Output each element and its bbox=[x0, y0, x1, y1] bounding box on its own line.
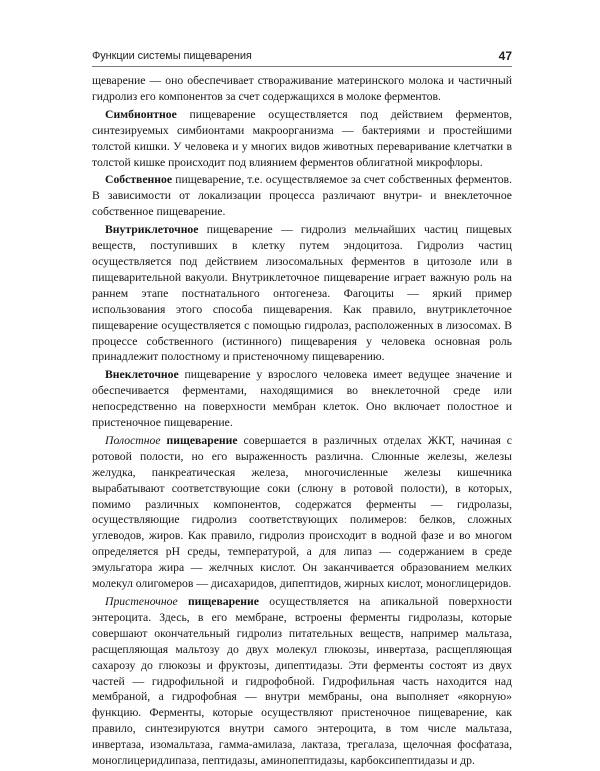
paragraph-parietal-digestion bbox=[92, 594, 512, 769]
page-body bbox=[92, 73, 512, 771]
term-parietal: Пристеночное bbox=[105, 595, 178, 608]
paragraph-continuation bbox=[92, 73, 512, 105]
term-cavity: Полостное bbox=[105, 433, 161, 447]
term-symbiont: Симбионтное bbox=[105, 107, 177, 121]
term-intracellular: Внутриклеточное bbox=[105, 223, 199, 237]
paragraph-text: осуществляется на апикальной поверхности энтероцита. Здесь, в его мембране, встроены ферменты гидролазы, которые совершают окончательный гидролиз питательных веществ, например мальтаза, расщепляющая мальтозу до двух молекул глюкозы, инвертаза, расщепляющая сахарозу до глюкозы и фруктозы, дипептидазы. Эти ферменты состоят из двух частей — гидрофильной и гидрофобной. Гидрофильная часть находится над мембраной, а гидрофобная — внутри мембраны, она выполняет «якорную» функцию. Ферменты, которые осуществляют пристеночное пищеварение, как правило, синтезируются внутри самого энтероцита, в том числе мальтаза, инвертаза, изомальтаза, гамма-амилаза, лактаза, трегалаза, щелочная фосфатаза, моноглицеридлипаза, пептидазы, аминопептидазы, карбоксипептидазы и др. bbox=[92, 595, 512, 768]
page-number: 47 bbox=[498, 49, 512, 63]
paragraph-text: пищеварение — гидролиз мельчайших частиц пищевых веществ, поступивших в клетку путем эндоцитоза. Гидролиз частиц осуществляется под действием лизосомальных ферментов в цитозоле или в пищеварительной вакуоли. Внутриклеточное пищеварение играет важную роль на раннем этапе постнатального онтогенеза. Фагоциты — яркий пример использования этого способа пищеварения. Как правило, внутриклеточное пищеварение осуществляется с помощью гидролаз, расположенных в лизосомах. В процессе собственного (истинного) пищеварения у человека основная роль принадлежит полостному и пристеночному пищеварению. bbox=[92, 223, 512, 364]
term-extracellular: Внеклеточное bbox=[105, 368, 179, 382]
paragraph-text: пищеварение осуществляется под действием ферментов, синтезируемых симбионтами макроорганизма — бактериями и простейшими толстой кишки. У человека и у многих видов животных переваривание клетчатки в толстой кишке происходит под влиянием ферментов облигатной микрофлоры. bbox=[92, 107, 512, 169]
paragraph-extracellular-digestion bbox=[92, 367, 512, 431]
paragraph-cavity-digestion bbox=[92, 433, 512, 592]
paragraph-own-digestion bbox=[92, 172, 512, 220]
paragraph-text: щеварение — оно обеспечивает створаживание материнского молока и частичный гидролиз его компонентов за счет содержащихся в молоке ферментов. bbox=[92, 74, 512, 103]
paragraph-symbiont-digestion bbox=[92, 107, 512, 171]
paragraph-intracellular-digestion bbox=[92, 222, 512, 365]
running-head bbox=[92, 50, 512, 66]
paragraph-text: пищеварение у взрослого человека имеет ведущее значение и обеспечивается ферментами, находящимися во внеклеточной среде или непосредственно на поверхности мембран клеток. Оно включает полостное и пристеночное пищеварение. bbox=[92, 368, 512, 430]
term-own: Собственное bbox=[105, 173, 173, 187]
term-cavity-digestion: пищеварение bbox=[160, 433, 238, 447]
running-title: Функции системы пищеварения bbox=[92, 50, 252, 62]
paragraph-text: совершается в различных отделах ЖКТ, начиная с ротовой полости, но его выраженность различна. Слюнные железы, железы желудка, панкреатическая железа, многочисленные железы кишечника вырабатывают соответствующие соки (слюну в ротовой полости), в которых, помимо различных компонентов, содержатся ферменты — гидролазы, осуществляющие гидролиз соответствующих полимеров: белков, сложных углеводов, жиров. Как правило, гидролиз происходит в водной фазе и во многом определяется pH среды, температурой, а для липаз — содержанием в среде эмульгатора жира — желчных кислот. Он заканчивается образованием мелких молекул олигомеров — дисахаридов, дипептидов, жирных кислот, моноглицеридов. bbox=[92, 433, 512, 591]
header-rule bbox=[92, 66, 512, 67]
term-parietal-digestion: пищеварение bbox=[177, 595, 259, 608]
paragraph-text: пищеварение, т.е. осуществляемое за счет собственных ферментов. В зависимости от локализации процесса различают внутри- и внеклеточное собственное пищеварение. bbox=[92, 173, 512, 219]
